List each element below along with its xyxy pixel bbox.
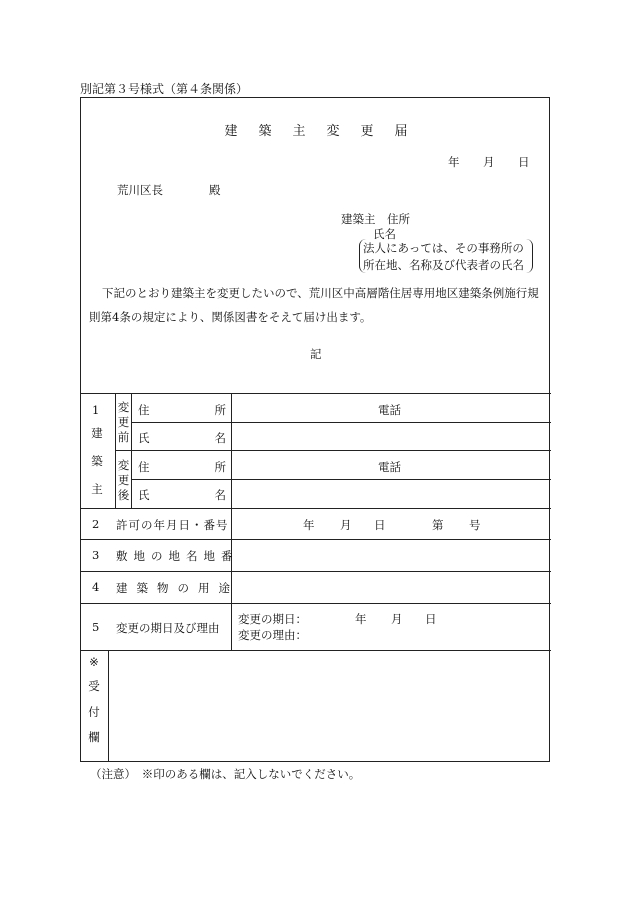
- before-name-label: [138, 430, 226, 446]
- reception-divider: [108, 650, 109, 762]
- site-address-field[interactable]: [233, 541, 549, 569]
- row3-label: 敷地の地名地番: [116, 549, 239, 563]
- corporate-note-bracket: [359, 239, 533, 273]
- reception-label: [87, 655, 101, 745]
- body-paragraph: 下記のとおり建築主を変更したいので、荒川区中高層階住居専用地区建築条例施行規則第4条の規定により、関係図書をそえて届け出ます。: [89, 286, 539, 324]
- change-reason-label: 変更の理由：: [238, 628, 307, 642]
- date-month: 月: [483, 155, 495, 169]
- row4-label: 建築物の用途: [116, 581, 239, 595]
- applicant-address-label: 住所: [387, 212, 410, 226]
- corporate-note-line-2: 所在地、名称及び代表者の氏名: [363, 258, 524, 272]
- label-char: 名: [214, 431, 226, 445]
- row2-number: 2: [92, 517, 100, 531]
- row3-number: 3: [92, 548, 100, 562]
- row1-group-char: 主: [91, 482, 103, 496]
- row1-after-char: 変: [117, 458, 130, 472]
- addressee-office: 荒川区長: [117, 183, 163, 197]
- row3-top-line: [81, 539, 551, 540]
- before-address-label: [138, 402, 226, 418]
- label-char: 所: [214, 403, 226, 417]
- row2-dai: 第: [432, 518, 444, 532]
- row5-day: 日: [425, 612, 437, 626]
- row2-go: 号: [469, 518, 481, 532]
- row1-before-char: 変: [117, 400, 130, 414]
- row1-before-char: 前: [117, 430, 130, 444]
- after-phone-label: 電話: [378, 460, 401, 474]
- before-name-field[interactable]: [233, 424, 549, 449]
- label-char: 住: [138, 460, 150, 474]
- reception-top-line: [81, 650, 551, 651]
- label-char: 住: [138, 403, 150, 417]
- addressee-honorific: 殿: [209, 183, 221, 197]
- row4-number: 4: [92, 580, 100, 594]
- row1-group-char: 築: [91, 454, 103, 468]
- applicant-label: 建築主: [341, 212, 376, 226]
- label-char: 所: [214, 460, 226, 474]
- row5-year: 年: [355, 612, 367, 626]
- row5-number: 5: [92, 620, 100, 634]
- date-year: 年: [448, 155, 460, 169]
- date-day: 日: [518, 155, 530, 169]
- row1-after-label: [116, 455, 131, 505]
- row1-group-char: 建: [91, 426, 103, 440]
- before-phone-label: 電話: [378, 403, 401, 417]
- reception-char: 受: [88, 679, 100, 694]
- row1-subgroup-divider: [131, 393, 132, 508]
- label-char: 名: [214, 488, 226, 502]
- label-value-divider: [231, 393, 232, 650]
- row2-month: 月: [340, 518, 352, 532]
- row1-after-char: 更: [117, 473, 130, 487]
- row1-divider-b: [115, 450, 551, 451]
- after-name-field[interactable]: [233, 481, 549, 506]
- row1-before-label: [116, 397, 131, 447]
- applicant-name-label: 氏名: [373, 227, 396, 241]
- row2-year: 年: [303, 518, 315, 532]
- row5-label: 変更の期日及び理由: [116, 621, 220, 635]
- change-date-label: 変更の期日：: [238, 612, 307, 626]
- row1-before-char: 更: [117, 415, 130, 429]
- reception-char: 欄: [88, 729, 100, 744]
- label-char: 氏: [138, 488, 150, 502]
- reception-char: 付: [88, 704, 100, 719]
- corporate-note-line-1: 法人にあっては、その事務所の: [363, 241, 524, 255]
- row1-divider-a: [131, 422, 551, 423]
- row1-number: 1: [92, 403, 100, 417]
- row2-day: 日: [374, 518, 386, 532]
- row2-label: 許可の年月日・番号: [116, 518, 229, 532]
- form-title: 建築主変更届: [224, 124, 429, 139]
- row1-after-char: 後: [117, 488, 130, 502]
- row1-group-label: [91, 425, 103, 497]
- row5-month: 月: [391, 612, 403, 626]
- reception-area: [110, 652, 549, 760]
- form-frame: [80, 97, 550, 762]
- row4-top-line: [81, 571, 551, 572]
- reception-char: ※: [89, 655, 99, 669]
- table-top-line: [81, 393, 551, 394]
- building-use-field[interactable]: [233, 573, 549, 601]
- row5-top-line: [81, 603, 551, 604]
- footnote: （注意） ※印のある欄は、記入しないでください。: [90, 767, 361, 781]
- form-identifier: 別記第３号様式（第４条関係）: [80, 82, 249, 96]
- label-char: 氏: [138, 431, 150, 445]
- row2-top-line: [81, 508, 551, 509]
- after-address-label: [138, 459, 226, 475]
- after-name-label: [138, 487, 226, 503]
- row1-divider-c: [131, 479, 551, 480]
- ki-label: 記: [310, 347, 322, 361]
